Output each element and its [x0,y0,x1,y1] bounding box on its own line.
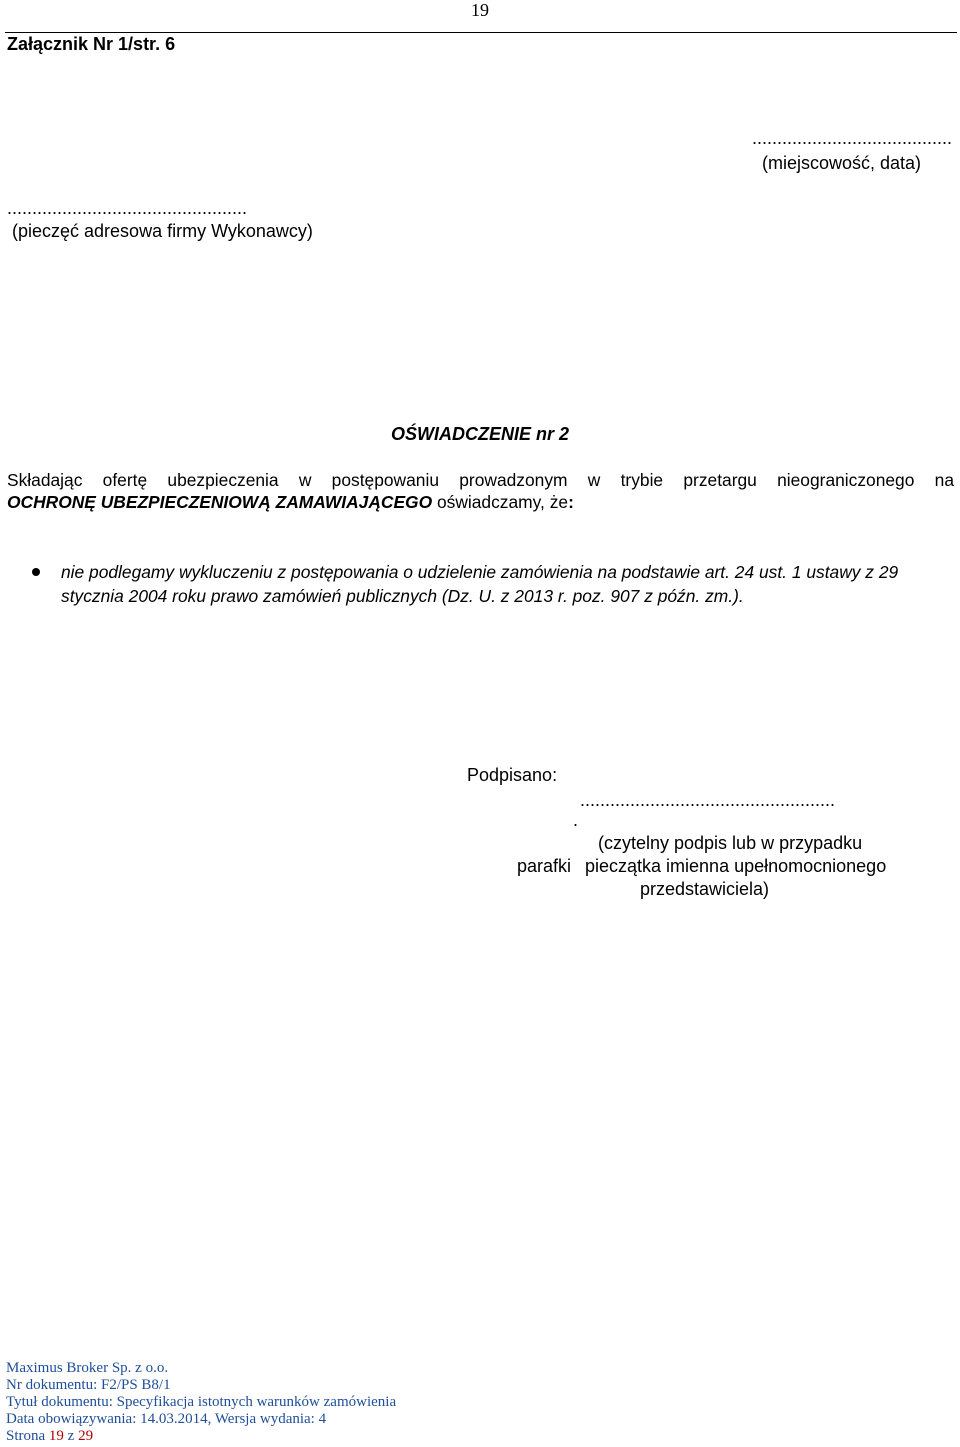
signature-note-line-2: pieczątka imienna upełnomocnionego [585,856,887,876]
intro-declaration: oświadczamy, że [432,492,569,512]
footer-page-counter [6,1428,93,1445]
footer-doc-number: Nr dokumentu: F2/PS B8/1 [6,1377,171,1393]
footer-page-prefix: Strona [6,1428,49,1444]
company-stamp-dots: ................................................ [7,198,248,218]
header-rule [5,32,957,33]
footer-page-mid: z [63,1428,79,1444]
bullet-icon [32,568,40,576]
footer-validity: Data obowiązywania: 14.03.2014, Wersja wydania: 4 [6,1411,327,1427]
footer-doc-title: Tytuł dokumentu: Specyfikacja istotnych warunków zamówienia [6,1394,397,1410]
company-stamp-label: (pieczęć adresowa firmy Wykonawcy) [12,221,313,241]
footer-company: Maximus Broker Sp. z o.o. [6,1360,169,1376]
signature-dots: ................................................... [580,790,836,810]
signature-dot: . [573,810,579,830]
bullet-item: nie podlegamy wykluczeniu z postępowania o udzielenie zamówienia na podstawie art. 24 ust. 1 ustawy z 29 stycznia 2004 roku prawo zamówień publicznych (Dz. U. z 2013 r. poz. 907 z późn. zm.). [61,562,899,606]
document-title: OŚWIADCZENIE nr 2 [390,424,569,444]
intro-line-2 [7,491,954,513]
signed-label: Podpisano: [467,765,558,785]
footer-page-total: 29 [78,1428,94,1444]
signature-note-line-1: (czytelny podpis lub w przypadku [598,833,863,853]
intro-bold-subject: OCHRONĘ UBEZPIECZENIOWĄ ZAMAWIAJĄCEGO [7,492,433,512]
place-date-label: (miejscowość, data) [762,153,922,173]
place-date-dots: ........................................ [751,128,952,148]
intro-colon: : [568,492,574,512]
signature-note-line-3: przedstawiciela) [640,879,770,899]
annex-header: Załącznik Nr 1/str. 6 [7,34,176,54]
intro-line-1: Składając ofertę ubezpieczenia w postępowaniu prowadzonym w trybie przetargu nieograniczonego na [7,470,954,490]
intro-paragraph [7,469,954,513]
signature-note-parafki: parafki [517,856,572,876]
page-number: 19 [471,0,489,20]
footer-page-current: 19 [48,1428,64,1444]
